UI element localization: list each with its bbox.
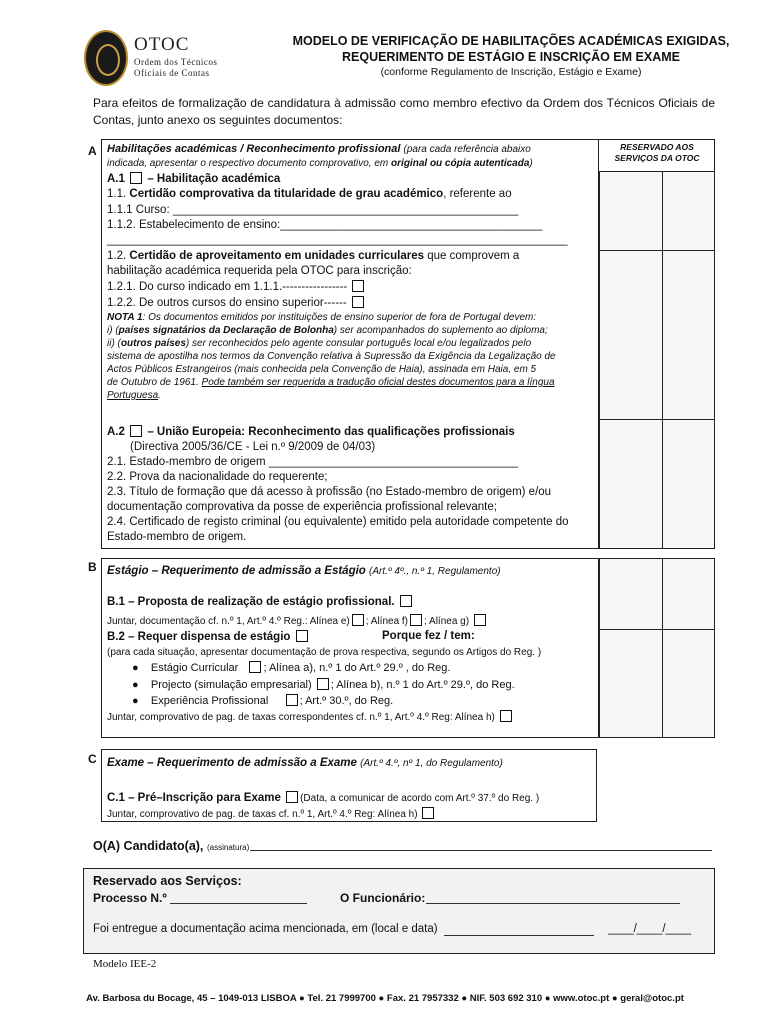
- intro-text: Para efeitos de formalização de candidatura à admissão como membro efectivo da Ordem dos Técnicos Oficiais de Contas, junto anexo os seguintes documentos:: [93, 96, 715, 127]
- reserved-cell: [662, 250, 715, 420]
- nota-2c: ) ser acompanhados do suplemento ao diploma;: [333, 325, 548, 336]
- experiencia-checkbox[interactable]: [286, 694, 298, 706]
- nota-5: Actos Públicos Estrangeiros (mais conhecida pela Convenção de Haia), assinada em Haia, em 5: [107, 364, 537, 375]
- nota-3b: outros países: [120, 338, 186, 349]
- l11-rest: , referente ao: [443, 188, 512, 200]
- processo-label: Processo N.º: [93, 891, 167, 905]
- section-a-note2: indicada, apresentar o respectivo documento comprovativo, em: [107, 158, 389, 169]
- l12-line2: habilitação académica requerida pela OTOC para inscrição:: [107, 265, 412, 277]
- nota-label: NOTA 1: [107, 312, 143, 323]
- c-fee-checkbox[interactable]: [422, 807, 434, 819]
- l122-text: 1.2.2. De outros cursos do ensino superior------: [107, 297, 347, 309]
- section-c-heading: Exame – Requerimento de admissão a Exame: [107, 757, 357, 769]
- doc-title-2: REQUERIMENTO DE ESTÁGIO E INSCRIÇÃO EM EXAME: [341, 50, 680, 64]
- l12-rest: que comprovem a: [427, 250, 520, 262]
- nota-4: sistema de apostilha nos termos da Convenção relativa à Supressão da Exigência da Legalização de: [107, 351, 556, 362]
- b1-title: B.1 – Proposta de realização de estágio profissional.: [107, 596, 395, 608]
- estabelecimento-line[interactable]: 1.1.2. Estabelecimento de ensino:_________________________________________: [107, 219, 543, 231]
- model-code: Modelo IEE-2: [93, 958, 157, 970]
- bullet-experiencia: Experiência Profissional: [150, 695, 269, 707]
- reserved-header: RESERVADO AOS SERVIÇOS DA OTOC: [614, 142, 700, 163]
- section-a-letter: A: [88, 144, 97, 158]
- bullet: ●: [132, 679, 139, 691]
- l11-num: 1.1.: [107, 188, 127, 200]
- projecto-checkbox[interactable]: [317, 678, 329, 690]
- nota-2a: i) (: [107, 325, 119, 336]
- section-a-note3: original ou cópia autenticada: [391, 158, 530, 169]
- bullet-projecto: Projecto (simulação empresarial): [150, 679, 312, 691]
- alinea-g-checkbox[interactable]: [474, 614, 486, 626]
- nota-6b: Pode também ser requerida a tradução oficial destes documentos para a língua: [201, 377, 555, 388]
- b-fee-note: Juntar, comprovativo de pag. de taxas correspondentes cf. n.º 1, Art.º 4.º Reg: Alínea h): [107, 712, 495, 723]
- local-data-field[interactable]: [444, 935, 594, 936]
- section-c-note: (Art.º 4.º, nº 1, do Regulamento): [360, 758, 503, 769]
- a2-title: – União Europeia: Reconhecimento das qualificações profissionais: [147, 426, 515, 438]
- bullet-estagio-ref: ; Alínea a), n.º 1 do Art.º 29.º , do Reg.: [263, 662, 451, 674]
- bullet: ●: [132, 695, 139, 707]
- candidate-label: O(A) Candidato(a),: [93, 839, 204, 853]
- a2-directive: (Directiva 2005/36/CE - Lei n.º 9/2009 de 04/03): [130, 441, 376, 453]
- b2-checkbox[interactable]: [296, 630, 308, 642]
- c-fee-note: Juntar, comprovativo de pag. de taxas cf. n.º 1, Art.º 4.º Reg: Alínea h): [107, 809, 418, 820]
- c1-checkbox[interactable]: [286, 791, 298, 803]
- l23b-line: documentação comprovativa da posse de experiência profissional relevante;: [107, 501, 497, 513]
- l11-bold: Certidão comprovativa da titularidade de grau académico: [129, 188, 444, 200]
- b2-title: B.2 – Requer dispensa de estágio: [107, 631, 291, 643]
- signature-hint: (assinatura): [207, 843, 250, 852]
- reserved-cell: [662, 419, 715, 549]
- bullet-projecto-ref: ; Alínea b), n.º 1 do Art.º 29.º, do Reg.: [330, 679, 515, 691]
- alinea-e-checkbox[interactable]: [352, 614, 364, 626]
- b2-why: Porque fez / tem:: [382, 630, 475, 642]
- section-b-letter: B: [88, 560, 97, 574]
- a2-checkbox[interactable]: [130, 425, 142, 437]
- reserved-cell: [662, 558, 715, 630]
- nota-7: Portuguesa: [107, 390, 159, 401]
- a1-title: – Habilitação académica: [147, 173, 281, 185]
- l12-bold: Certidão de aproveitamento em unidades curriculares: [129, 250, 425, 262]
- otoc-logo: [84, 30, 224, 86]
- c1-title: C.1 – Pré–Inscrição para Exame: [107, 792, 281, 804]
- reserved-cell: [662, 629, 715, 738]
- a2-label: A.2: [107, 426, 125, 438]
- nota-6a: de Outubro de 1961.: [107, 377, 202, 388]
- alinea-g-label: ; Alínea g): [424, 616, 470, 627]
- b2-note: (para cada situação, apresentar documentação de prova respectiva, segundo os Artigos do Reg. ): [107, 647, 542, 658]
- l22-line: 2.2. Prova da nacionalidade do requerente;: [107, 471, 328, 483]
- footer-address: Av. Barbosa du Bocage, 45 – 1049-013 LISBOA ● Tel. 21 7999700 ● Fax. 21 7957332 ● NIF. 503 692 310 ● www.otoc.pt ● geral@otoc.pt: [86, 993, 684, 1004]
- b-fee-checkbox[interactable]: [500, 710, 512, 722]
- reserved-cell: [599, 171, 663, 251]
- estabelecimento-line-2[interactable]: ________________________________________________________________________: [107, 234, 568, 246]
- reserved-cell: [662, 171, 715, 251]
- reserved-column-a: [598, 139, 714, 549]
- l24-line: 2.4. Certificado de registo criminal (ou equivalente) emitido pela autoridade competente do: [107, 516, 569, 528]
- logo-name: OTOC: [134, 34, 190, 55]
- doc-subtitle: (conforme Regulamento de Inscrição, Estágio e Exame): [380, 66, 642, 78]
- alinea-f-checkbox[interactable]: [410, 614, 422, 626]
- nota-line1: : Os documentos emitidos por instituições de ensino superior de fora de Portugal devem:: [142, 312, 537, 323]
- bullet-estagio: Estágio Curricular: [150, 662, 239, 674]
- l121-text: 1.2.1. Do curso indicado em 1.1.1.-----------------: [107, 281, 348, 293]
- reserved-cell: [599, 558, 663, 630]
- b1-note: Juntar, documentação cf. n.º 1, Art.º 4.º Reg.: Alínea e): [107, 616, 350, 627]
- section-a-note: (para cada referência abaixo: [403, 144, 531, 155]
- reserved-cell: [599, 629, 663, 738]
- reserved-cell: [599, 419, 663, 549]
- b1-checkbox[interactable]: [400, 595, 412, 607]
- funcionario-field[interactable]: [426, 903, 680, 904]
- a1-label: A.1: [107, 173, 125, 185]
- curso-line[interactable]: 1.1.1 Curso: ______________________________________________________: [107, 204, 519, 216]
- l12-num: 1.2.: [107, 250, 127, 262]
- processo-field[interactable]: [170, 903, 307, 904]
- section-b-heading: Estágio – Requerimento de admissão a Estágio: [107, 565, 366, 577]
- doc-title-1: MODELO DE VERIFICAÇÃO DE HABILITAÇÕES ACADÉMICAS EXIGIDAS,: [292, 34, 730, 48]
- services-title: Reservado aos Serviços:: [93, 874, 242, 888]
- logo-line2: Oficiais de Contas: [134, 68, 210, 78]
- nota-2b: países signatários da Declaração de Bolonha: [118, 325, 334, 336]
- section-a-heading: Habilitações académicas / Reconhecimento profissional: [107, 143, 401, 155]
- bullet-experiencia-ref: ; Art.º 30.º, do Reg.: [299, 695, 394, 707]
- l122-checkbox[interactable]: [352, 296, 364, 308]
- date-field[interactable]: ____/____/____: [608, 923, 692, 935]
- a1-checkbox[interactable]: [130, 172, 142, 184]
- logo-line1: Ordem dos Técnicos: [134, 57, 218, 67]
- c1-note: (Data, a comunicar de acordo com Art.º 37.º do Reg. ): [300, 793, 540, 804]
- section-c-letter: C: [88, 752, 97, 766]
- l121-checkbox[interactable]: [352, 280, 364, 292]
- section-b-note: (Art.º 4º., n.º 1, Regulamento): [369, 566, 501, 577]
- entregue-text: Foi entregue a documentação acima mencionada, em (local e data): [93, 923, 438, 935]
- alinea-f-label: ; Alínea f): [365, 616, 409, 627]
- l21-line[interactable]: 2.1. Estado-membro de origem _______________________________________: [107, 456, 519, 468]
- reserved-cell: [599, 250, 663, 420]
- l24b-line: Estado-membro de origem.: [107, 531, 247, 543]
- l23-line: 2.3. Título de formação que dá acesso à profissão (no Estado-membro de origem) e/ou: [107, 486, 552, 498]
- nota-3c: ) ser reconhecidos pelo agente consular português local e/ou legalizados pelo: [185, 338, 532, 349]
- estagio-checkbox[interactable]: [249, 661, 261, 673]
- signature-field[interactable]: [250, 850, 712, 851]
- funcionario-label: O Funcionário:: [340, 891, 426, 905]
- bullet: ●: [132, 662, 139, 674]
- reserved-column-b: [598, 558, 714, 738]
- otoc-seal-icon: [84, 30, 128, 86]
- nota-3a: ii) (: [107, 338, 121, 349]
